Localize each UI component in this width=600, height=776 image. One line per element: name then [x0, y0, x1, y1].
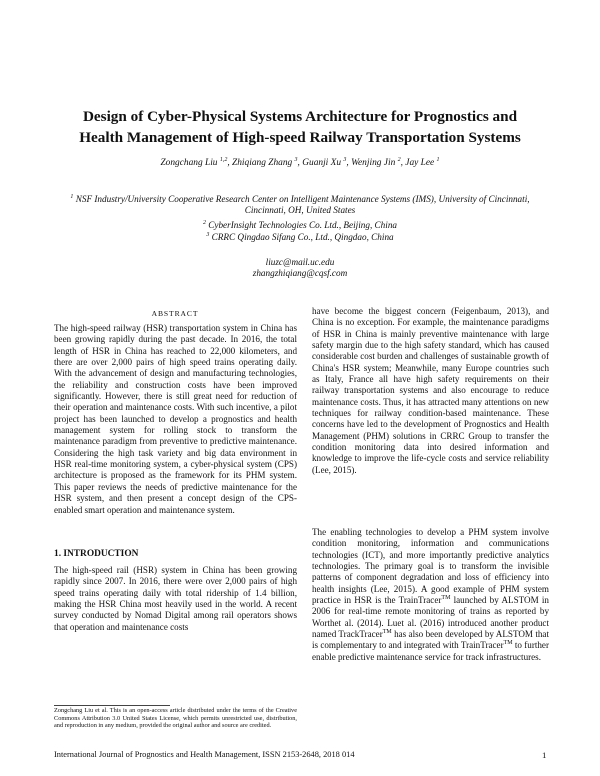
abstract-heading: ABSTRACT: [151, 309, 199, 318]
author-2: Zhiqiang Zhang $^3$: [232, 156, 298, 168]
right-column-paragraph-1: [312, 306, 549, 476]
author-1: Zongchang Liu $^{1,2}$: [160, 156, 228, 168]
journal-footer: International Journal of Prognostics and Health Management, ISSN 2153-2648, 2018 014: [54, 750, 355, 759]
title-line-2: Health Management of High-speed Railway Transportation Systems: [79, 129, 521, 146]
affiliation-3: $^3$ CRRC Qingdao Sifang Co., Ltd., Qingdao, China: [206, 231, 394, 242]
right-paragraph-1-text: have become the biggest concern (Feigenbaum, 2013), and China is no exception. For example, the maintenance paradigms of HSR in China is mainly preventive maintenance with large safety margin due to the high safety standard, which has caused considerable cost burden and challenges of sustainable growth of China's HSR system; Meanwhile, many Europe countries such as Italy, France all have high safety requirements on their railway transportation systems and also encourage to reduce maintenance costs. Thus, it has attracted many attentions on new techniques for railway condition-based maintenance. These concerns have led to the development of Prognostics and Health Management (PHM) solutions in CRRC Group to transfer the condition monitoring data into desired information and knowledge to improve the life-cycle costs and service reliability (Lee, 2015).: [312, 306, 549, 475]
introduction-text: The high-speed rail (HSR) system in China has been growing rapidly since 2007. In 2016, there were over 2,000 pairs of high speed trains operating daily with total ridership of 1.4 billion, making the HSR China most heavily used in the world. A recent survey conducted by Nomad Digital among rail operators shows that operation and maintenance costs: [54, 565, 297, 632]
author-3: Guanji Xu $^3$: [302, 156, 347, 168]
abstract-body: [54, 323, 297, 516]
title-line-1: Design of Cyber-Physical Systems Architecture for Prognostics and: [82, 108, 518, 125]
right-paragraph-2-text: The enabling technologies to develop a PHM system involve condition monitoring, information and communications technologies (ICT), and more importantly predictive analytics technologies. The primary goal is to transform the invisible patterns of component degradation and loss of efficiency into health insights (Lee, 2015). A good example of PHM system practice in HSR is the TrainTracer™ launched by ALSTOM in 2006 for real-time remote monitoring of trains as reported by Worthet al. (2014). Luet al. (2016) introduced another product named TrackTracer™ has also been developed by ALSTOM that is complementary to and integrated with TrainTracer™ to further enable predictive maintenance service for track infrastructures.: [312, 527, 549, 662]
section-heading-introduction: 1. INTRODUCTION: [54, 549, 139, 559]
author-4: Wenjing Jin $^2$: [351, 156, 401, 168]
right-column-paragraph-2: [312, 527, 549, 663]
email-2[interactable]: zhangzhiqiang@cqsf.com: [252, 268, 348, 278]
paper-title: [40, 106, 560, 148]
email-1[interactable]: liuzc@mail.uc.edu: [265, 257, 335, 267]
footnote-rule: [54, 705, 170, 706]
page-number: 1: [542, 750, 547, 760]
affiliation-1: $^1$ NSF Industry/University Cooperative Research Center on Intelligent Maintenance Systems (IMS), University of Cincinnati, Cincinnati, OH, United States: [70, 193, 530, 216]
author-5: Jay Lee $^1$: [405, 156, 440, 168]
introduction-body: [54, 565, 297, 633]
affiliation-2: $^2$ CyberInsight Technologies Co. Ltd., Beijing, China: [202, 219, 398, 230]
license-footnote: Zongchang Liu et al. This is an open-access article distributed under the terms of the Creative Commons Attribution 3.0 United States License, which permits unrestricted use, distribution, and reproduction in any medium, provided the original author and source are credited.: [54, 707, 297, 730]
author-list: Zongchang Liu $^{1,2}$, Zhiqiang Zhang $^3$, Guanji Xu $^3$, Wenjing Jin $^2$, Jay Lee $^1$: [160, 156, 440, 168]
abstract-text: The high-speed railway (HSR) transportation system in China has been growing rapidly during the past decade. In 2016, the total length of HSR in China has reached to 22,000 kilometers, and there are over 2,000 pairs of high speed trains operating daily. With the advancement of design and manufacturing technologies, the reliability and construction costs have been improved significantly. However, there is still great need for reduction of their operation and maintenance costs. With such incentive, a pilot project has been launched to develop a prognostics and health management system for rolling stock to transform the maintenance paradigm from preventive to predictive maintenance. Considering the high task variety and big data environment in HSR real-time monitoring system, a cyber-physical system (CPS) architecture is proposed as the framework for its PHM system. This paper reviews the needs of predictive maintenance for the HSR system, and then present a concept design of the CPS-enabled smart operation and maintenance system.: [54, 323, 297, 515]
